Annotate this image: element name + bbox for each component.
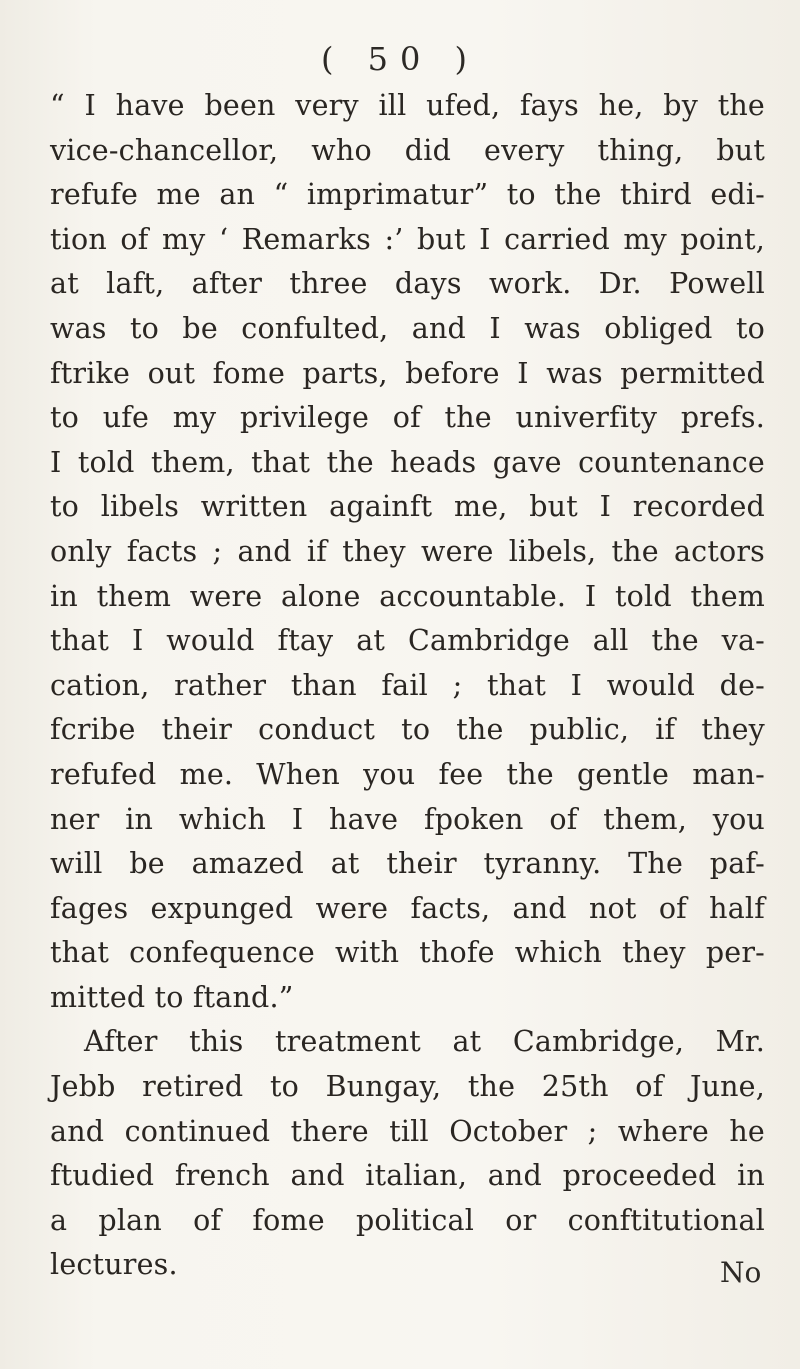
text-line: ftrike out fome parts, before I was permitted bbox=[50, 356, 765, 390]
text-line: and continued there till October ; where he bbox=[50, 1114, 765, 1148]
text-line: that confequence with thofe which they per- bbox=[50, 936, 765, 970]
text-line: Jebb retired to Bungay, the 25th of June, bbox=[50, 1070, 765, 1104]
text-line: will be amazed at their tyranny. The paf- bbox=[50, 847, 765, 881]
text-line: was to be confulted, and I was obliged to bbox=[50, 311, 765, 345]
text-line: that I would ftay at Cambridge all the va- bbox=[50, 624, 765, 658]
text-line: cation, rather than fail ; that I would de- bbox=[50, 668, 765, 702]
text-line: I told them, that the heads gave countenance bbox=[50, 445, 765, 479]
text-line: only facts ; and if they were libels, the actors bbox=[50, 534, 765, 568]
page-number-header: ( 50 ) bbox=[320, 40, 480, 78]
catchword: No bbox=[720, 1256, 762, 1289]
text-line: to ufe my privilege of the univerfity prefs. bbox=[50, 401, 765, 435]
text-line: ner in which I have fpoken of them, you bbox=[50, 802, 765, 836]
text-line: in them were alone accountable. I told them bbox=[50, 579, 765, 613]
text-line: at laft, after three days work. Dr. Powell bbox=[50, 267, 765, 301]
body-text bbox=[50, 84, 765, 1288]
text-line: ftudied french and italian, and proceeded in bbox=[50, 1159, 765, 1193]
text-line: vice-chancellor, who did every thing, but bbox=[50, 133, 765, 167]
text-line: lectures. bbox=[50, 1248, 178, 1282]
text-line: refufe me an “ imprimatur” to the third edi- bbox=[50, 178, 765, 212]
text-line: refufed me. When you fee the gentle man- bbox=[50, 757, 765, 791]
text-line: fages expunged were facts, and not of half bbox=[50, 891, 765, 925]
text-line: fcribe their conduct to the public, if they bbox=[50, 713, 765, 747]
text-line: mitted to ftand.” bbox=[50, 980, 294, 1014]
text-line: tion of my ‘ Remarks :’ but I carried my point, bbox=[50, 222, 765, 256]
text-line: a plan of fome political or conftitutional bbox=[50, 1203, 765, 1237]
text-line: to libels written againft me, but I recorded bbox=[50, 490, 765, 524]
text-line: “ I have been very ill ufed, fays he, by the bbox=[50, 89, 765, 122]
paragraph-start-line: After this treatment at Cambridge, Mr. bbox=[84, 1025, 765, 1059]
